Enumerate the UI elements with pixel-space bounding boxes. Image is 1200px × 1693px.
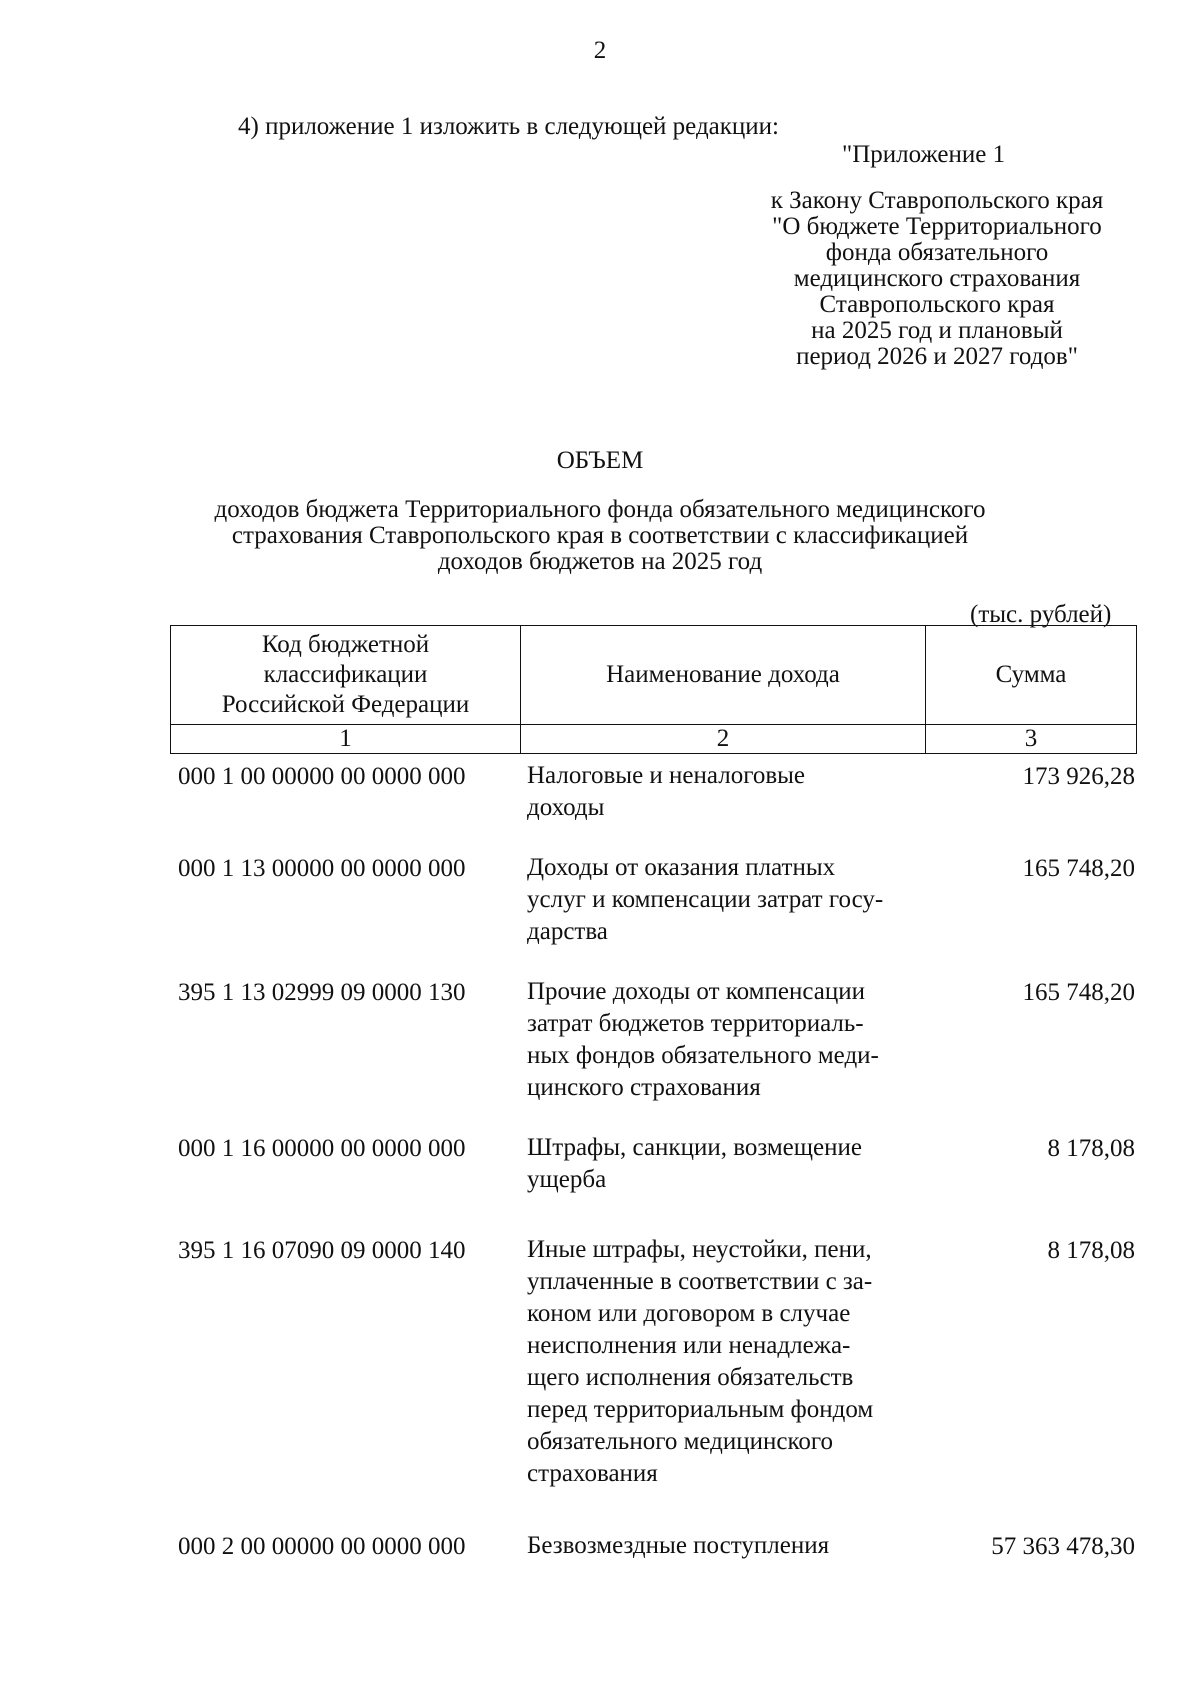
row-name-line: ных фондов обязательного меди- — [527, 1042, 879, 1069]
row-name-line: уплаченные в соответствии с за- — [527, 1268, 873, 1295]
row-code: 000 1 16 00000 00 0000 000 — [178, 1135, 466, 1162]
row-sum: 173 926,28 — [1022, 763, 1135, 790]
row-name-line: неисполнения или ненадлежа- — [527, 1332, 851, 1359]
appendix-caption-line: на 2025 год и плановый — [811, 317, 1063, 344]
row-name-line: дарства — [527, 918, 608, 945]
row-name-line: Доходы от оказания платных — [527, 854, 836, 881]
row-sum: 8 178,08 — [1047, 1135, 1135, 1162]
row-sum: 57 363 478,30 — [991, 1533, 1135, 1560]
row-name-line: затрат бюджетов территориаль- — [527, 1010, 864, 1037]
document-heading: ОБЪЕМ — [556, 447, 644, 474]
row-name — [527, 976, 927, 1104]
column-number: 2 — [521, 725, 926, 754]
column-number: 3 — [926, 725, 1137, 754]
income-table-header — [170, 625, 1137, 754]
row-name-line: Штрафы, санкции, возмещение — [527, 1134, 862, 1161]
amendment-text: 4) приложение 1 изложить в следующей редакции: — [238, 113, 779, 140]
units-label: (тыс. рублей) — [970, 601, 1112, 628]
header-sum: Сумма — [926, 626, 1137, 725]
header-code-line: Российской Федерации — [221, 691, 470, 718]
row-code: 000 2 00 00000 00 0000 000 — [178, 1533, 466, 1560]
document-subheading — [180, 497, 1020, 575]
page-number: 2 — [593, 37, 607, 64]
row-name-line: услуг и компенсации затрат госу- — [527, 886, 884, 913]
row-name-line: щего исполнения обязательств — [527, 1364, 854, 1391]
row-code: 000 1 00 00000 00 0000 000 — [178, 763, 466, 790]
subheading-line: доходов бюджетов на 2025 год — [437, 548, 763, 575]
row-sum: 165 748,20 — [1022, 855, 1135, 882]
appendix-caption-line: период 2026 и 2027 годов" — [796, 343, 1078, 370]
row-name — [527, 1530, 927, 1562]
row-name-line: коном или договором в случае — [527, 1300, 851, 1327]
row-name-line: ущерба — [527, 1166, 607, 1193]
row-code: 395 1 13 02999 09 0000 130 — [178, 979, 466, 1006]
header-name: Наименование дохода — [521, 626, 926, 725]
appendix-title: "Приложение 1 — [842, 141, 1006, 168]
row-sum: 8 178,08 — [1047, 1237, 1135, 1264]
row-name-line: обязательного медицинского — [527, 1428, 834, 1455]
row-name-line: страхования — [527, 1460, 658, 1487]
row-name-line: цинского страхования — [527, 1074, 761, 1101]
subheading-line: страхования Ставропольского края в соответствии с классификацией — [231, 522, 969, 549]
row-name-line: перед территориальным фондом — [527, 1396, 874, 1423]
appendix-caption — [712, 188, 1162, 370]
row-name — [527, 1132, 927, 1196]
row-name-line: Налоговые и неналоговые — [527, 762, 806, 789]
appendix-caption-line: к Закону Ставропольского края — [770, 187, 1104, 214]
header-code-line: Код бюджетной — [261, 631, 430, 658]
header-code — [171, 626, 521, 725]
appendix-caption-line: Ставропольского края — [819, 291, 1055, 318]
row-code: 000 1 13 00000 00 0000 000 — [178, 855, 466, 882]
appendix-caption-line: фонда обязательного — [825, 239, 1049, 266]
row-name — [527, 852, 927, 948]
appendix-caption-line: медицинского страхования — [793, 265, 1081, 292]
row-sum: 165 748,20 — [1022, 979, 1135, 1006]
row-name-line: Иные штрафы, неустойки, пени, — [527, 1236, 872, 1263]
row-name-line: Безвозмездные поступления — [527, 1532, 830, 1559]
row-name-line: доходы — [527, 794, 605, 821]
row-name-line: Прочие доходы от компенсации — [527, 978, 865, 1005]
row-name — [527, 1234, 927, 1490]
appendix-caption-line: "О бюджете Территориального — [772, 213, 1102, 240]
row-code: 395 1 16 07090 09 0000 140 — [178, 1237, 466, 1264]
header-code-line: классификации — [263, 661, 428, 688]
subheading-line: доходов бюджета Территориального фонда обязательного медицинского — [214, 496, 986, 523]
row-name — [527, 760, 927, 824]
column-number: 1 — [171, 725, 521, 754]
